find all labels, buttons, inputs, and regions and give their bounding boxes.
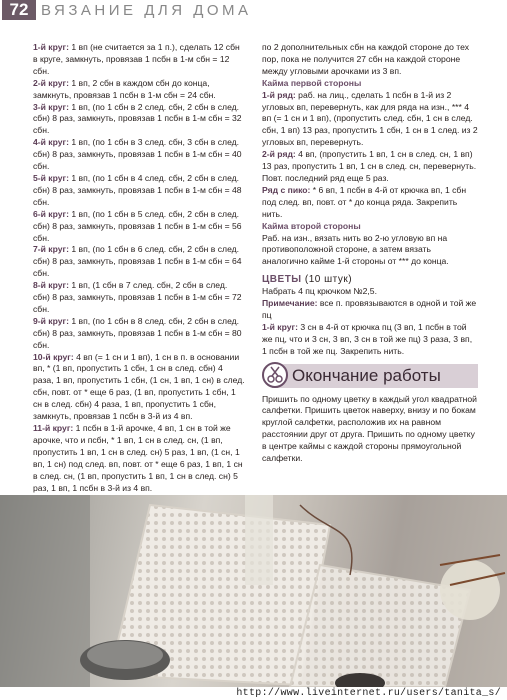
round-text: 1 вп (не считается за 1 п.), сделать 12 сбн в кругe, замкнуть, провязав 1 псбн в 1-м сбн = 12 сбн. <box>33 42 240 76</box>
round-label: 4-й круг: <box>33 137 69 148</box>
napkin-photo <box>0 495 507 687</box>
round-label: 8-й круг: <box>33 280 69 291</box>
intro-text: по 2 дополнительных сбн на каждой стороне до тех пор, пока не получится 27 сбн на каждой стороне между угловыми арочками из 3 вп. <box>262 42 470 76</box>
round-text: 1 вп, (по 1 сбн в 6 след. сбн, 2 сбн в след. сбн) 8 раз, замкнуть, провязав 1 псбн в 1-м сбн = 64 сбн. <box>33 244 242 279</box>
round-label: 3-й круг: <box>33 101 69 112</box>
note <box>262 298 478 322</box>
flowers-title-text: ЦВЕТЫ <box>262 274 302 286</box>
finish-text: Пришить по одному цветку в каждый угол квадратной салфетки. Пришить цветок наверху, внизу и по бокам круглой салфетки, расположив их на равном расстоянии друг от друга. Пришить по одному цветку в центре каймы с каждой стороны прямоугольной салфетки. <box>262 393 477 464</box>
round-label: 11-й круг: <box>33 423 74 433</box>
edge1-row-text: Повт. последний ряд еще 5 раз. <box>262 172 389 183</box>
finish-title: Окончание работы <box>292 365 441 385</box>
edge1-row-text: 4 вп, (пропустить 1 вп, 1 сн в след. сн, 1 вп) 13 раз, пропустить 1 вп, 1 сн в след. сн, перевернуть. <box>262 149 477 172</box>
round-text: 4 вп (= 1 сн и 1 вп), 1 сн в п. в основании вп, * (1 вп, пропустить 1 сбн, 1 сн в след. сбн) 4 раза, 1 вп, пропустить 1 сбн, (1 сн, 1 вп, 1 сн) в след. сбн, повт. от * еще 6 раз, (1 вп, пропустить 1 сбн, 1 сн в след. сбн) 4 раза, 1 вп, пропустить 1 сбн, замкнуть, провязав 1 псбн в 3-й из 4 вп. <box>33 351 245 422</box>
source-url: http://www.liveinternet.ru/users/tanita_s/ <box>236 688 501 699</box>
edge1-row-item <box>262 173 478 185</box>
edge1-row-item <box>262 90 478 150</box>
round-item <box>33 173 245 209</box>
edge1-row-text: * 6 вп, 1 псбн в 4-й от крючка вп, 1 сбн под след. вп, повт. от * до конца ряда. Закрепить нить. <box>262 184 467 219</box>
round-item <box>33 137 245 173</box>
flower-round-label: 1-й круг: <box>262 321 298 332</box>
flowers-hook: Набрать 4 пц крючком №2,5. <box>262 286 377 297</box>
edge1-row-item <box>262 149 478 173</box>
page-number: 72 <box>2 0 36 20</box>
edge1-row-label: Ряд с пико: <box>262 184 311 195</box>
edge1-row-item <box>262 185 478 221</box>
photo-illustration <box>0 495 507 687</box>
round-text: 1 вп, (1 сбн в 7 след. сбн, 2 сбн в след. сбн) 8 раз, замкнуть, провязав 1 псбн в 1-м сбн = 72 сбн. <box>33 280 242 314</box>
round-item <box>33 209 245 245</box>
scissors-icon <box>262 362 288 388</box>
round-text: 1 вп, (по 1 сбн в 4 след. сбн, 2 сбн в след. сбн) 8 раз, замкнуть, провязав 1 псбн в 1-м сбн = 48 сбн. <box>33 172 242 207</box>
round-item <box>33 102 245 138</box>
round-label: 7-й круг: <box>33 244 69 255</box>
note-label: Примечание: <box>262 298 318 309</box>
edge1-row-text: раб. на лиц., сделать 1 псбн в 1-й из 2 угловых вп, перевернуть, как для ряда на изн., *** 4 вп (= 1 сн и 1 вп), (пропустить след. сбн, 1 сн в след. сбн, 1 вп) 13 раз, пропустить 1 сбн, 1 сн в 1 след. из 2 угловых вп, перевернуть. <box>262 89 478 148</box>
round-label: 1-й круг: <box>33 42 69 52</box>
round-text: 1 вп, 2 сбн в каждом сбн до конца, замкнуть, провязав 1 псбн в 1-м сбн = 24 сбн. <box>33 77 216 100</box>
rounds-list <box>33 42 245 518</box>
round-item <box>33 78 245 102</box>
round-label: 10-й круг: <box>33 351 74 362</box>
round-text: 1 вп, (по 1 сбн в 2 след. сбн, 2 сбн в след. сбн) 8 раз, замкнуть, провязав 1 псбн в 1-м сбн = 32 сбн. <box>33 101 242 136</box>
finish-banner <box>262 362 478 390</box>
edge2-text: Раб. на изн., вязать нить во 2-ю угловую вп на противоположной стороне, а затем вязать аналогично кайме 1-й стороны от *** до конца. <box>262 232 449 267</box>
note-text: все п. провязываются в одной и той же пц <box>262 298 477 320</box>
round-item <box>33 244 245 280</box>
round-label: 6-й круг: <box>33 208 69 219</box>
edge1-row-label: 1-й ряд: <box>262 89 296 100</box>
round-label: 5-й круг: <box>33 172 69 183</box>
round-item <box>33 280 245 316</box>
round-text: 1 псбн в 1-й арочке, 4 вп, 1 сн в той же арочке, что и псбн, * 1 вп, 1 сн в след. сн, (1 вп, пропустить 1 вп, 1 сн в след. сн) 5 раз, 1 вп, (1 сн, 1 вп, 1 сн) под след. вп, повт. от * еще 6 раз, 1 вп, 1 сн в след. сн, (1 вп, пропустить 1 вп, 1 сн в след. сн) 5 раз, 1 вп, 1 псбн в 3-й из 4 вп. <box>33 423 243 493</box>
flowers-count: (10 штук) <box>304 274 353 286</box>
round-item <box>33 42 245 78</box>
edge2-title: Кайма второй стороны <box>262 220 361 231</box>
round-item <box>33 423 245 494</box>
round-text: 1 вп, (по 1 сбн в 8 след. сбн, 2 сбн в след. сбн) 8 раз, замкнуть, провязав 1 псбн в 1-м сбн = 80 сбн. <box>33 315 242 350</box>
page-header <box>0 0 507 20</box>
round-text: 1 вп, (по 1 сбн в 5 след. сбн, 2 сбн в след. сбн) 8 раз, замкнуть, провязав 1 псбн в 1-м сбн = 56 сбн. <box>33 208 242 243</box>
flower-round-text: 3 сн в 4-й от крючка пц (3 вп, 1 псбн в той же пц, что и 3 сн, 3 вп, 3 сн в той же пц) 3 раза, 3 вп, 1 псбн в той же пц. Закрепить нить. <box>262 321 473 356</box>
round-item <box>33 352 245 423</box>
left-column <box>33 42 245 560</box>
round-item <box>33 316 245 352</box>
round-label: 9-й круг: <box>33 315 69 326</box>
flower-round <box>262 322 478 358</box>
round-text: 1 вп, (по 1 сбн в 3 след. сбн, 3 сбн в след. сбн) 8 раз, замкнуть, провязав 1 псбн в 1-м сбн = 40 сбн. <box>33 137 242 172</box>
round-label: 2-й круг: <box>33 77 69 88</box>
edge1-rows <box>262 90 478 221</box>
magazine-title: ВЯЗАНИЕ ДЛЯ ДОМА <box>41 2 252 19</box>
edge1-row-label: 2-й ряд: <box>262 149 296 160</box>
flowers-title <box>262 274 478 286</box>
edge1-title: Кайма первой стороны <box>262 77 362 88</box>
right-column <box>262 42 478 465</box>
